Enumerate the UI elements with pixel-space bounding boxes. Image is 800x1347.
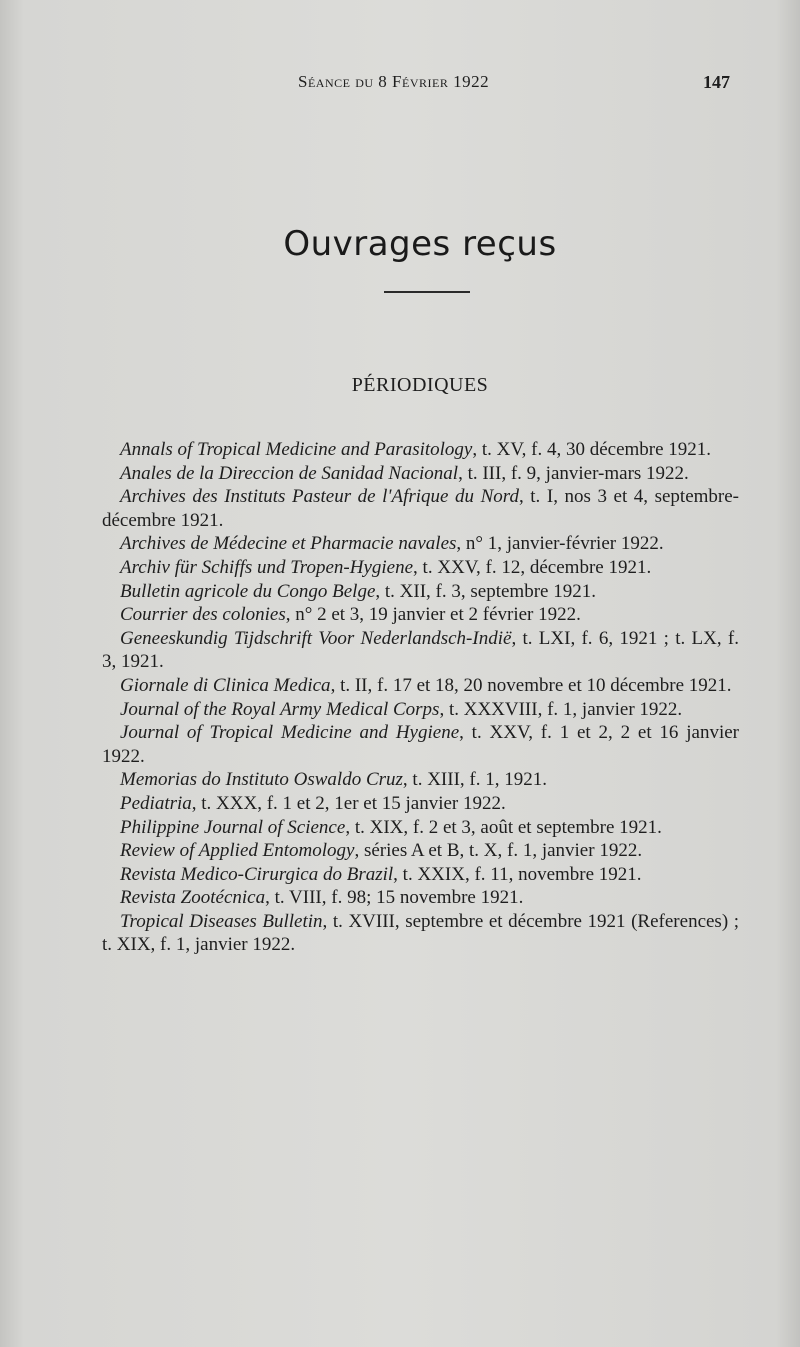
periodical-entry <box>102 462 739 486</box>
periodical-details: , séries A et B, t. X, f. 1, janvier 1922. <box>354 840 643 862</box>
periodical-title: Tropical Diseases Bulletin <box>120 910 323 932</box>
periodical-title: Annals of Tropical Medicine and Parasitology <box>120 439 473 460</box>
periodical-title: Review of Applied Entomology <box>120 840 355 862</box>
periodical-details: , t. XV, f. 4, 30 décembre 1921. <box>472 439 712 460</box>
periodical-title: Journal of the Royal Army Medical Corps <box>120 698 440 720</box>
periodical-entry <box>102 886 739 910</box>
periodical-entry <box>102 485 739 532</box>
periodical-details: , t. XXXVIII, f. 1, janvier 1922. <box>439 698 683 720</box>
periodical-details: , n° 2 et 3, 19 janvier et 2 février 1922. <box>285 604 581 626</box>
periodical-title: Pediatria <box>120 792 192 814</box>
periodicals-list <box>102 438 739 957</box>
periodical-title: Memorias do Instituto Oswaldo Cruz <box>120 769 403 791</box>
periodical-details: , t. LXI, f. 6, 1921 ; t. LX, f. 3, 1921. <box>102 627 739 673</box>
periodical-title: Bulletin agricole du Congo Belge <box>120 580 376 602</box>
periodical-entry <box>102 721 739 768</box>
periodical-entry <box>102 438 739 462</box>
periodical-title: Giornale di Clinica Medica <box>120 674 331 696</box>
periodical-details: , t. I, nos 3 et 4, septembre-décembre 1921. <box>102 486 739 531</box>
periodical-entry <box>102 627 739 674</box>
periodical-entry <box>102 816 739 840</box>
periodical-details: , t. III, f. 9, janvier-mars 1922. <box>458 462 689 484</box>
periodical-details: , t. II, f. 17 et 18, 20 novembre et 10 décembre 1921. <box>330 674 732 696</box>
running-title: Séance du 8 Février 1922 <box>298 72 490 91</box>
periodical-entry <box>102 839 739 863</box>
periodical-entry <box>102 556 739 580</box>
periodical-title: Anales de la Direccion de Sanidad Nacional <box>120 462 459 484</box>
periodical-entry <box>102 792 739 816</box>
periodical-details: , t. XXIX, f. 11, novembre 1921. <box>393 863 642 885</box>
periodical-entry <box>102 580 739 604</box>
periodical-title: Archives de Médecine et Pharmacie navales <box>120 533 457 555</box>
periodical-details: , t. XXV, f. 12, décembre 1921. <box>413 556 652 578</box>
periodical-details: , n° 1, janvier-février 1922. <box>456 533 664 555</box>
periodical-entry <box>102 910 739 957</box>
periodical-title: Revista Medico-Cirurgica do Brazil <box>120 863 394 885</box>
periodical-details: , t. XVIII, septembre et décembre 1921 (References) ; t. XIX, f. 1, janvier 1922. <box>102 910 739 956</box>
section-title: Ouvrages reçus <box>283 224 557 264</box>
periodical-details: , t. XII, f. 3, septembre 1921. <box>375 580 596 602</box>
periodical-entry <box>102 674 739 698</box>
periodical-title: Archiv für Schiffs und Tropen-Hygiene <box>120 556 414 578</box>
periodical-entry <box>102 603 739 627</box>
periodical-title: Courrier des colonies <box>120 604 286 626</box>
periodical-title: Revista Zootécnica <box>120 887 266 909</box>
periodical-title: Philippine Journal of Science <box>120 816 346 838</box>
page-number: 147 <box>703 72 730 92</box>
periodical-entry <box>102 768 739 792</box>
periodical-details: , t. XIX, f. 2 et 3, août et septembre 1921. <box>345 816 662 838</box>
periodical-title: Journal of Tropical Medicine and Hygiene <box>120 722 460 744</box>
title-rule <box>384 291 470 293</box>
periodical-title: Geneeskundig Tijdschrift Voor Nederlandsch-Indië <box>120 627 512 649</box>
running-head <box>0 72 800 96</box>
periodical-details: , t. XXV, f. 1 et 2, 2 et 16 janvier 1922. <box>102 722 739 767</box>
periodical-entry <box>102 532 739 556</box>
periodical-details: , t. XIII, f. 1, 1921. <box>402 769 547 791</box>
periodical-title: Archives des Instituts Pasteur de l'Afrique du Nord <box>120 486 519 508</box>
periodical-details: , t. VIII, f. 98; 15 novembre 1921. <box>265 887 524 909</box>
periodical-entry <box>102 698 739 722</box>
periodical-entry <box>102 863 739 887</box>
subsection-title: PÉRIODIQUES <box>351 374 489 396</box>
periodical-details: , t. XXX, f. 1 et 2, 1er et 15 janvier 1922. <box>191 792 506 814</box>
